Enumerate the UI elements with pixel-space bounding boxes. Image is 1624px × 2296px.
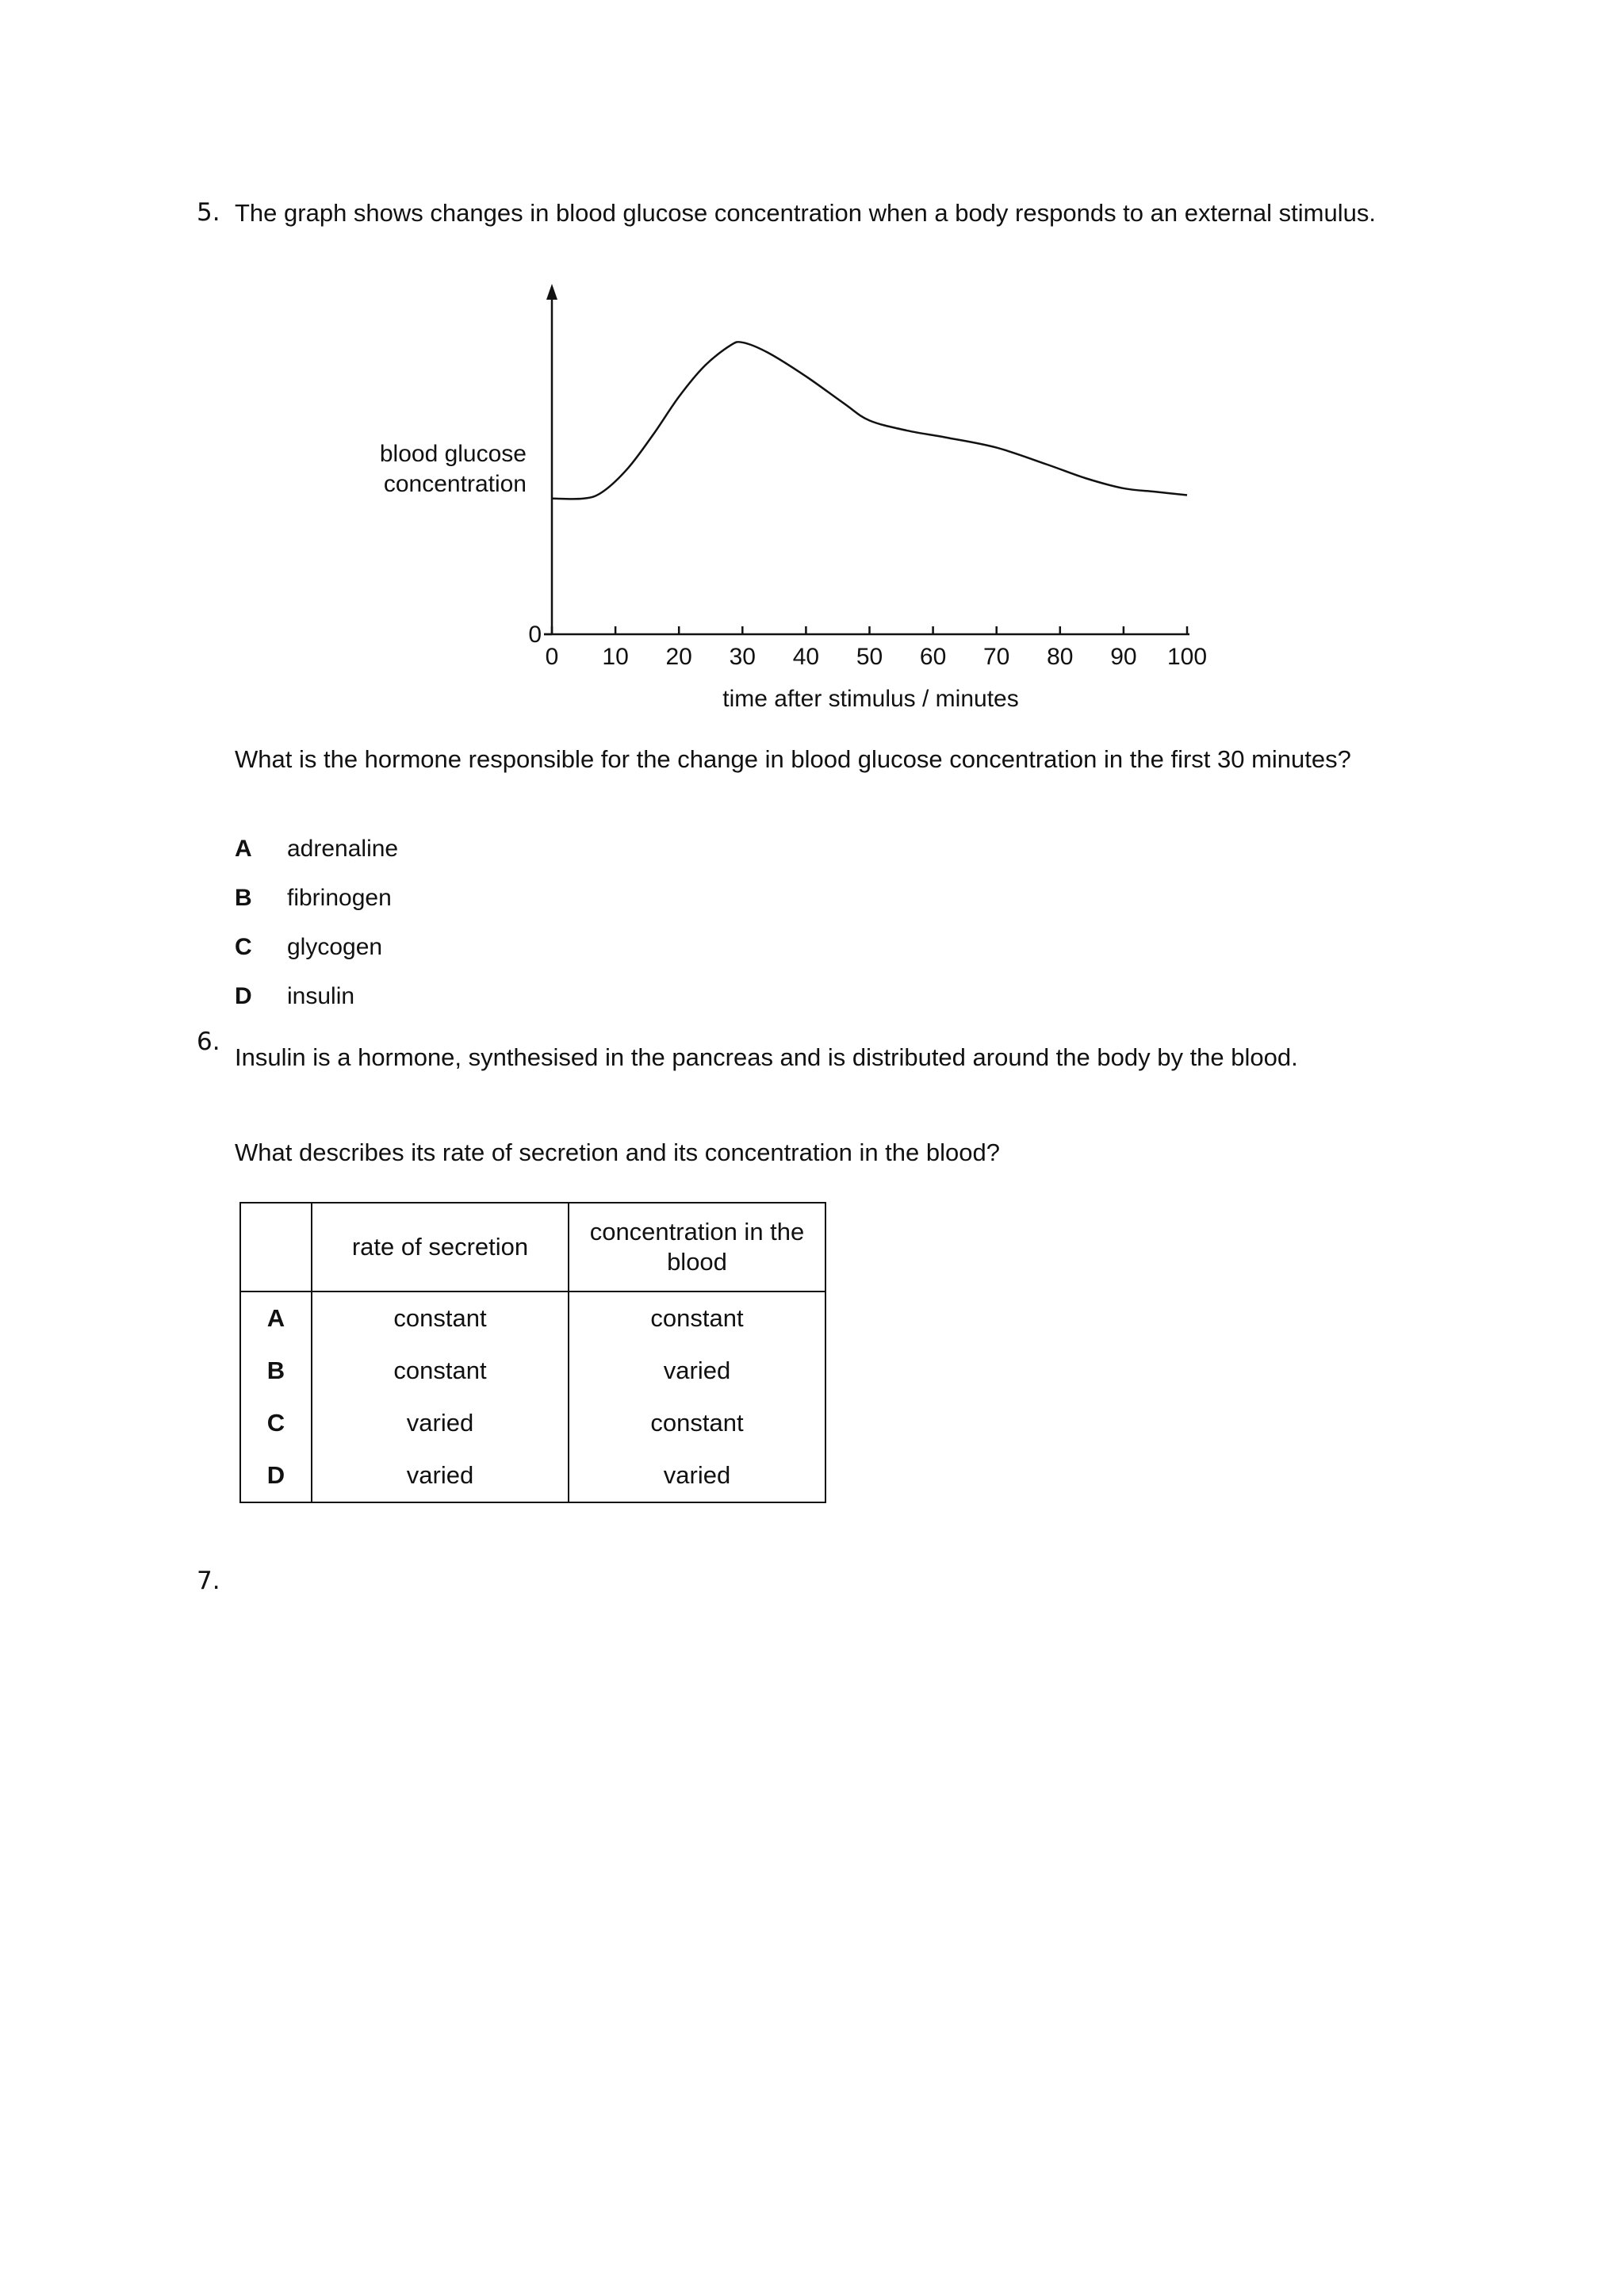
- q5-question: What is the hormone responsible for the change in blood glucose concentration in the first 30 minutes?: [235, 745, 1351, 773]
- table-cell: constant: [312, 1292, 569, 1345]
- x-axis-title: time after stimulus / minutes: [722, 686, 1019, 712]
- x-tick-label: 50: [856, 644, 883, 670]
- q6-question: What describes its rate of secretion and its concentration in the blood?: [235, 1138, 1000, 1166]
- x-tick-label: 30: [729, 644, 756, 670]
- option-a-letter: A: [235, 836, 252, 862]
- x-tick-label: 90: [1110, 644, 1137, 670]
- x-tick-label: 0: [545, 644, 559, 670]
- y-tick-label: 0: [528, 622, 542, 648]
- glucose-chart: [0, 0, 1624, 745]
- q5-number: 5.: [197, 198, 220, 227]
- x-tick-label: 20: [665, 644, 692, 670]
- table-cell: constant: [569, 1292, 825, 1345]
- answer-table: [239, 1202, 826, 1503]
- table-header-cell: [240, 1203, 312, 1292]
- option-c-letter: C: [235, 934, 252, 960]
- table-row[interactable]: [240, 1292, 825, 1345]
- x-tick-label: 70: [983, 644, 1010, 670]
- svg-text:blood glucose: blood glucose: [379, 441, 527, 467]
- table-cell: constant: [569, 1397, 825, 1449]
- table-header-row: [240, 1203, 825, 1292]
- y-axis-label: [380, 441, 527, 497]
- table-row[interactable]: [240, 1345, 825, 1397]
- table-cell: varied: [569, 1449, 825, 1502]
- q7-number: 7.: [197, 1567, 220, 1595]
- option-d-letter: D: [235, 983, 252, 1009]
- svg-text:concentration: concentration: [383, 471, 527, 497]
- x-tick-label: 10: [602, 644, 629, 670]
- table-cell-letter: D: [240, 1449, 312, 1502]
- option-a-text[interactable]: adrenaline: [287, 836, 399, 862]
- option-c-text[interactable]: glycogen: [287, 934, 383, 960]
- option-b-letter: B: [235, 885, 252, 911]
- table-cell-letter: A: [240, 1292, 312, 1345]
- q5-stem: The graph shows changes in blood glucose concentration when a body responds to an external stimulus.: [235, 199, 1376, 227]
- x-tick-label: 100: [1166, 644, 1208, 670]
- y-axis-arrowhead: [546, 284, 557, 300]
- x-tick-label: 40: [792, 644, 820, 670]
- table-cell-letter: C: [240, 1397, 312, 1449]
- x-tick-label: 80: [1047, 644, 1074, 670]
- table-row[interactable]: [240, 1397, 825, 1449]
- option-b-text[interactable]: fibrinogen: [287, 885, 392, 911]
- q6-stem: Insulin is a hormone, synthesised in the pancreas and is distributed around the body by the blood.: [235, 1043, 1298, 1071]
- x-tick-label: 60: [919, 644, 947, 670]
- series-line: [552, 342, 1187, 499]
- table-header-cell: rate of secretion: [312, 1203, 569, 1292]
- table-cell-letter: B: [240, 1345, 312, 1397]
- option-d-text[interactable]: insulin: [287, 983, 355, 1009]
- table-header-cell: concentration in the blood: [569, 1203, 825, 1292]
- table-cell: varied: [312, 1449, 569, 1502]
- table-cell: varied: [312, 1397, 569, 1449]
- q6-number: 6.: [197, 1027, 220, 1056]
- table-cell: varied: [569, 1345, 825, 1397]
- table-row[interactable]: [240, 1449, 825, 1502]
- table-cell: constant: [312, 1345, 569, 1397]
